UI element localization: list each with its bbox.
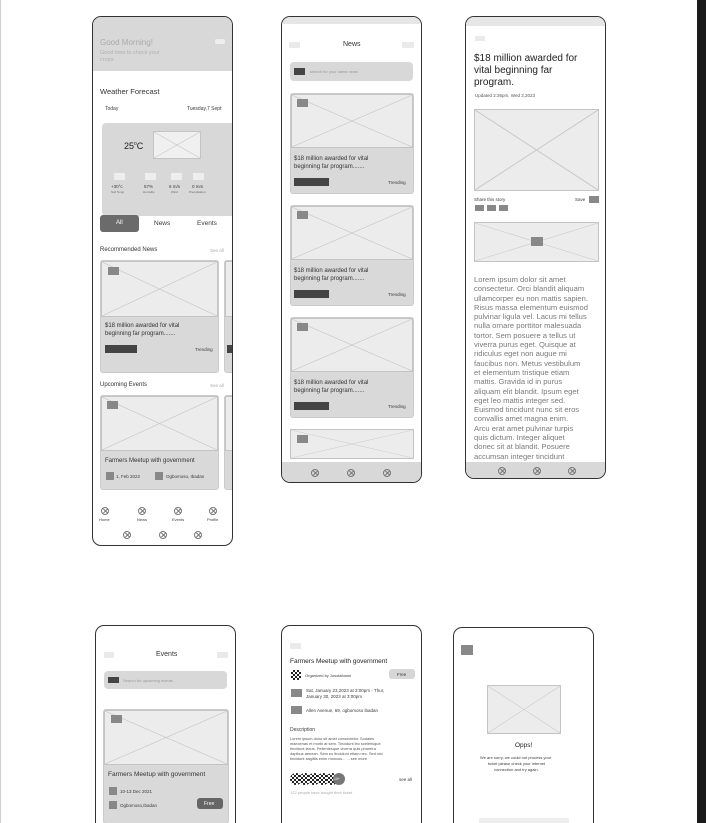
attendees-see-all-link[interactable]: see all	[399, 777, 413, 782]
tab-events[interactable]: Events	[197, 220, 217, 227]
article-body-line: viverra purus eget. Quisque at	[474, 340, 576, 350]
system-back-icon[interactable]	[311, 469, 319, 477]
back-icon[interactable]	[289, 42, 300, 48]
event-description-line: Lorem ipsum dolor sit amet consectetur. Sodales	[290, 736, 375, 741]
image-icon	[297, 323, 308, 331]
article-screen	[465, 16, 606, 479]
news-image-placeholder	[225, 261, 233, 317]
article-body-line: Arcu erat amet pulvinar turpis	[474, 423, 574, 433]
greeting: Good Morning!	[100, 38, 153, 47]
weather-icon-placeholder	[153, 131, 201, 159]
stat-label: Humidity	[143, 190, 155, 194]
system-recent-icon[interactable]	[383, 469, 391, 477]
system-recent-icon[interactable]	[568, 467, 576, 475]
article-body-line: Euismod tincidunt nunc sit eros	[474, 405, 580, 415]
location-icon	[155, 472, 163, 480]
error-message-line-3: connection and try again.	[494, 767, 539, 772]
recommended-news-title: Recommended News	[100, 247, 158, 253]
menu-icon[interactable]	[402, 42, 414, 48]
greeting-subtitle-line-2: crops	[100, 57, 114, 63]
news-screen	[281, 16, 422, 483]
event-detail-title: Farmers Meetup with government	[290, 658, 388, 665]
event-image-placeholder	[104, 710, 228, 765]
article-title-line-3: program.	[474, 77, 515, 88]
news-card-tag: Trending	[388, 404, 406, 409]
news-card-source-bar	[227, 345, 233, 353]
organizer-label: Organized by Josolafunmi	[305, 673, 352, 678]
article-body-line: aliquam elit blandit. Ipsum eget	[474, 386, 579, 396]
nav-label-news[interactable]: News	[137, 517, 148, 522]
nav-label-profile[interactable]: Profile	[207, 517, 219, 522]
news-card-title-line-2: beginning far program.......	[294, 276, 365, 282]
article-body-line: faucibus non. Metus vestibulum	[474, 358, 581, 368]
tab-all-label: All	[116, 220, 123, 226]
event-description-line: tincidunt lacus. Pellentesque viverra quis pharetra	[290, 746, 376, 751]
nav-label-events[interactable]: Events	[172, 517, 185, 522]
article-body-line: ullamcorper eu non mattis sapien.	[474, 293, 588, 303]
error-message-line-1: We are sorry, we could not process your	[480, 755, 552, 760]
temperature: 25$^o$C	[124, 141, 144, 151]
profile-nav-icon[interactable]	[209, 507, 217, 515]
article-body-line: ridiculus eget non augue mi	[474, 349, 567, 359]
news-image-placeholder	[291, 318, 413, 372]
search-icon	[294, 68, 305, 75]
event-description-line: dapibus aenean. Sem eu tincidunt etiam nec. Sed nisl	[290, 751, 383, 756]
article-body-line: Lorem ipsum dolor sit amet	[474, 275, 566, 284]
event-image-placeholder	[101, 396, 218, 451]
menu-icon[interactable]	[217, 652, 228, 658]
news-card-source-bar	[294, 290, 329, 298]
error-screen	[453, 627, 594, 823]
location-icon	[291, 706, 302, 714]
event-card-location: Ogbomoso,Ibadan	[120, 803, 158, 808]
recommended-see-all-link[interactable]: See all	[210, 248, 224, 253]
back-icon[interactable]	[461, 645, 473, 655]
upcoming-see-all-link[interactable]: See all	[210, 383, 224, 388]
news-card-source-bar	[105, 345, 137, 353]
price-label: Free	[397, 672, 407, 677]
news-card-source-bar	[294, 178, 329, 186]
facebook-share-icon[interactable]	[475, 205, 484, 211]
news-card-title-line-2: beginning far program.......	[294, 164, 365, 170]
article-title-line-2: vital beginning far	[474, 65, 553, 76]
article-body-line: accumsan integer tincidunt	[474, 451, 565, 461]
event-card-date: 1, Feb 2022	[116, 474, 141, 479]
back-icon[interactable]	[104, 652, 114, 658]
save-label[interactable]: Save	[575, 197, 586, 202]
weather-date: Tuesday,7 Sept	[187, 106, 222, 112]
event-price-label: Free	[204, 801, 215, 807]
events-search-placeholder: Search for upcoming events	[123, 678, 173, 683]
system-home-icon[interactable]	[533, 467, 541, 475]
event-card-location: Ogbomoso, Ibadan	[166, 474, 205, 479]
article-body-line: nulla ornare porttitor malesuada	[474, 321, 582, 331]
article-body-line: tortor. Sem posuere a tellus ut	[474, 330, 576, 340]
greeting-subtitle-line-1: Good time to check your	[100, 50, 160, 56]
image-icon	[297, 211, 308, 219]
bookmark-icon[interactable]	[589, 196, 599, 203]
news-card-title-line-2: beginning far program.......	[105, 331, 176, 337]
tickets-bought-text: 122 people have bought their ticket	[290, 790, 353, 795]
weather-title: Weather Forecast	[100, 87, 160, 96]
weather-stat-icon	[145, 173, 156, 180]
twitter-share-icon[interactable]	[487, 205, 496, 211]
news-card-tag: Trending	[195, 347, 213, 352]
organizer-avatar	[291, 670, 301, 680]
error-illustration	[487, 685, 561, 734]
article-body-line: donec sit at blandit. Posuere	[474, 442, 570, 452]
link-share-icon[interactable]	[499, 205, 508, 211]
event-image-placeholder	[225, 396, 233, 451]
article-body-line: eget leo mattis integer sed.	[474, 395, 566, 405]
article-body-line: convallis amet magna enim.	[474, 414, 569, 424]
calendar-icon	[291, 689, 302, 697]
article-body-line: Risus massa elementum euismod	[474, 302, 588, 312]
event-location: Allen Avenue, 69, ogbomoso ibadan	[306, 708, 378, 713]
back-icon[interactable]	[290, 643, 301, 649]
weather-today: Today	[105, 106, 119, 112]
stat-value: +30°c	[111, 184, 123, 189]
description-heading: Description	[290, 727, 316, 733]
stat-label: Soil Temp	[111, 190, 125, 194]
play-icon[interactable]	[531, 237, 543, 246]
article-title-line-1: $18 million awarded for	[474, 53, 578, 64]
event-card-date: 10-13 Dec 2021	[120, 789, 153, 794]
home-screen	[92, 16, 233, 546]
event-when-line-2: January 30, 2023 at 3:00pm	[306, 694, 363, 699]
news-card-title-line-1: $18 million awarded for vital	[294, 380, 369, 386]
image-icon	[111, 715, 122, 723]
news-card-tag: Trending	[388, 292, 406, 297]
system-home-icon[interactable]	[347, 469, 355, 477]
system-back-icon[interactable]	[123, 531, 131, 539]
image-icon	[297, 99, 308, 107]
stat-label: Precipitation	[189, 190, 206, 194]
article-body-line: et elementum tristique etiam	[474, 367, 570, 377]
system-back-icon[interactable]	[498, 467, 506, 475]
image-icon	[108, 267, 119, 275]
weather-stat-icon	[171, 173, 182, 180]
news-title: News	[343, 41, 361, 48]
events-nav-icon[interactable]	[174, 507, 182, 515]
share-label: Share this story	[474, 197, 506, 202]
error-heading: Opps!	[515, 742, 533, 749]
home-nav-icon[interactable]	[101, 507, 109, 515]
article-hero-image	[474, 109, 599, 191]
news-card-title-line-1: $18 million awarded for vital	[105, 323, 180, 329]
attendee-count: 10+	[334, 777, 340, 781]
news-card-title-line-1: $18 million awarded for vital	[294, 268, 369, 274]
news-image-placeholder[interactable]	[290, 429, 414, 459]
nav-label-home[interactable]: Home	[99, 517, 110, 522]
event-detail-screen	[281, 625, 422, 823]
stat-value: 6 m/s	[169, 184, 181, 189]
stat-value: 0 mm	[192, 184, 204, 189]
news-image-placeholder	[291, 206, 413, 260]
status-bar	[282, 17, 422, 24]
event-description	[290, 736, 418, 761]
event-card-title: Farmers Meetup with government	[105, 458, 195, 464]
news-card-source-bar	[294, 402, 329, 410]
calendar-icon	[109, 787, 117, 795]
article-body-line: pulvinar ligula vel. Lacus mi tellus	[474, 312, 587, 322]
tab-news[interactable]: News	[154, 220, 171, 227]
events-screen	[95, 625, 236, 823]
system-home-icon[interactable]	[159, 531, 167, 539]
news-card-title-line-1: $18 million awarded for vital	[294, 156, 369, 162]
event-when-line-1: Sat, January 23,2023 at 3:00pm - Thur,	[306, 688, 385, 693]
image-icon	[297, 435, 308, 443]
error-message-line-2: ticket please check your internet	[488, 761, 546, 766]
weather-stat-icon	[114, 173, 125, 180]
back-icon[interactable]	[475, 36, 485, 41]
article-updated: Updated 2:36pm, Wed 2,2023	[475, 93, 535, 98]
upcoming-events-title: Upcoming Events	[100, 382, 148, 388]
stat-label: Wind	[171, 190, 178, 194]
canvas-left-edge	[0, 0, 1, 823]
news-card-tag: Trending	[388, 180, 406, 185]
stat-value: 57%	[144, 184, 154, 189]
event-description-line: maecenas et morbi at sem. Tincidunt leo scelerisque	[290, 741, 381, 746]
news-image-placeholder	[291, 94, 413, 148]
event-description-line[interactable]: tincidunt sagittis enim rhoncus... ... see more	[290, 756, 367, 761]
notification-icon[interactable]	[215, 39, 225, 44]
calendar-icon	[106, 472, 114, 480]
article-body-line: quis dictum. Integer aliquet	[474, 433, 565, 443]
news-nav-icon[interactable]	[138, 507, 146, 515]
weather-stat-icon	[193, 173, 204, 180]
image-icon	[107, 401, 118, 409]
news-search-placeholder: search for your latest news	[310, 69, 358, 74]
retry-button[interactable]	[479, 818, 569, 823]
search-icon	[108, 677, 119, 683]
news-card-title-line-2: beginning far program.......	[294, 388, 365, 394]
events-title: Events	[156, 651, 178, 658]
article-body	[474, 275, 604, 461]
canvas-right-edge	[697, 0, 706, 823]
status-bar	[466, 17, 606, 26]
article-body-line: consectetur. Orci blandit aliquam	[474, 284, 585, 294]
system-recent-icon[interactable]	[194, 531, 202, 539]
article-body-line: mattis. Gravida id in purus	[474, 377, 563, 387]
location-icon	[109, 801, 117, 809]
event-card-title: Farmers Meetup with government	[108, 771, 206, 778]
